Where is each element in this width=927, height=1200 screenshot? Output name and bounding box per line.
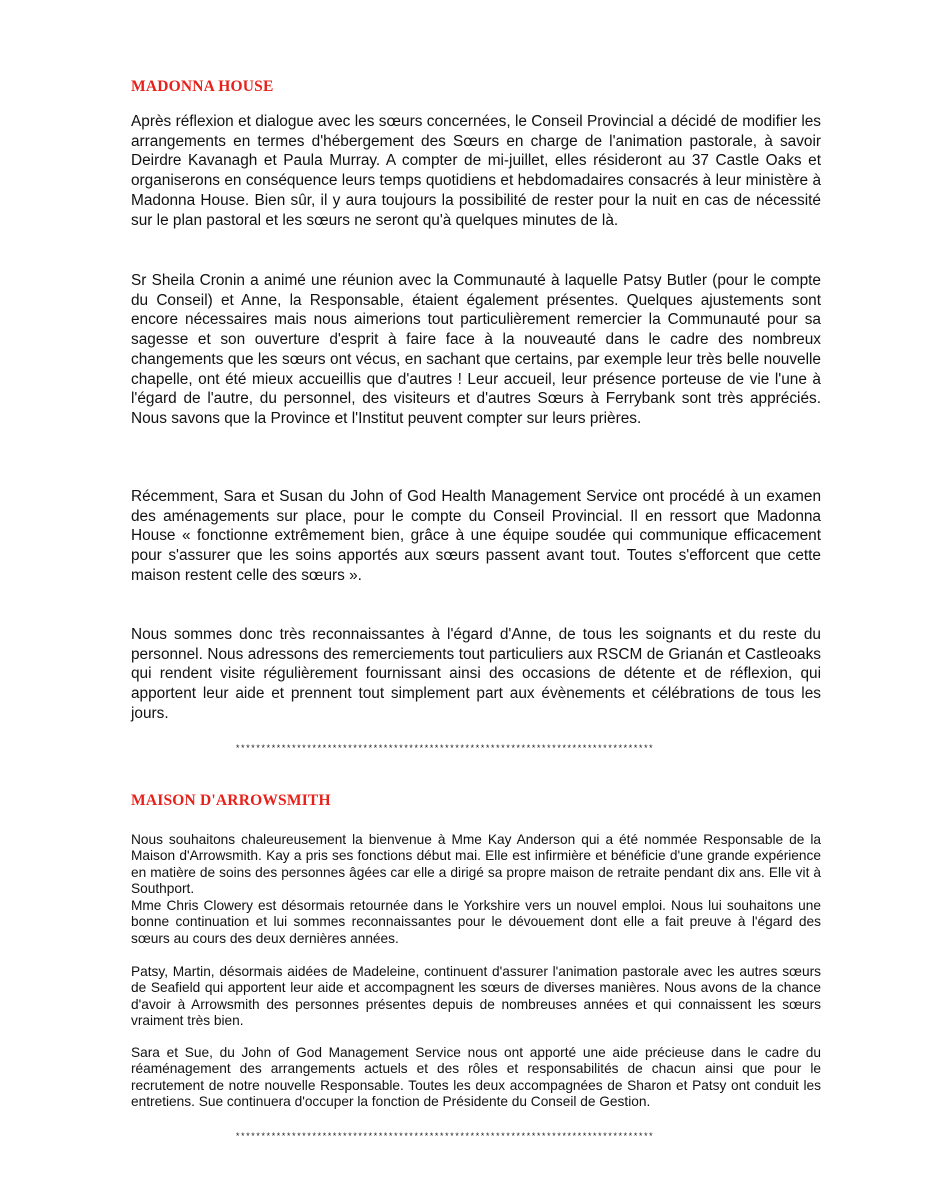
paragraph: Nous sommes donc très reconnaissantes à l'égard d'Anne, de tous les soignants et du reste du personnel. Nous adressons des remerciements tout particuliers aux RSCM de Grianán et Castleoaks qui rendent visite régulièrement fournissant ainsi des occasions de détente et de réflexion, qui apportent leur aide et prennent tout simplement part aux évènements et célébrations de tous les jours. xyxy=(131,626,821,722)
section-title-madonna-house: MADONNA HOUSE xyxy=(131,78,274,95)
paragraph: Patsy, Martin, désormais aidées de Madeleine, continuent d'assurer l'animation pastorale avec les autres sœurs de Seafield qui apportent leur aide et accompagnent les sœurs de diverses manières. Nous avons de la chance d'avoir à Arrowsmith des personnes présentes depuis de nombreuses années et qui connaissent les sœurs vraiment très bien. xyxy=(131,964,821,1029)
paragraph: Nous souhaitons chaleureusement la bienvenue à Mme Kay Anderson qui a été nommée Responsable de la Maison d'Arrowsmith. Kay a pris ses fonctions début mai. Elle est infirmière et bénéficie d'une grande expérience en matière de soins des personnes âgées car elle a dirigé sa propre maison de retraite pendant dix ans. Elle vit à Southport. xyxy=(131,832,821,897)
separator: ********************************************************************************** xyxy=(235,744,654,754)
separator: ********************************************************************************** xyxy=(235,1132,654,1142)
paragraph: Sr Sheila Cronin a animé une réunion avec la Communauté à laquelle Patsy Butler (pour le compte du Conseil) et Anne, la Responsable, étaient également présentes. Quelques ajustements sont encore nécessaires mais nous aimerions tout particulièrement remercier la Communauté pour sa sagesse et son ouverture d'esprit à faire face à la nouveauté dans le cadre des nombreux changements que les sœurs ont vécus, en sachant que certains, par exemple leur très belle nouvelle chapelle, ont été mieux accueillis que d'autres ! Leur accueil, leur présence porteuse de vie l'une à l'égard de l'autre, du personnel, des visiteurs et d'autres Sœurs à Ferrybank sont très appréciés. Nous savons que la Province et l'Institut peuvent compter sur leurs prières. xyxy=(131,272,821,427)
paragraph: Récemment, Sara et Susan du John of God Health Management Service ont procédé à un examen des aménagements sur place, pour le compte du Conseil Provincial. Il en ressort que Madonna House « fonctionne extrêmement bien, grâce à une équipe soudée qui communique efficacement pour s'assurer que les soins apportés aux sœurs passent avant tout. Toutes s'efforcent que cette maison restent celle des sœurs ». xyxy=(131,488,821,584)
paragraph: Mme Chris Clowery est désormais retournée dans le Yorkshire vers un nouvel emploi. Nous lui souhaitons une bonne continuation et lui sommes reconnaissantes pour le dévouement dont elle a fait preuve à l'égard des sœurs au cours des deux dernières années. xyxy=(131,898,821,946)
paragraph: Après réflexion et dialogue avec les sœurs concernées, le Conseil Provincial a décidé de modifier les arrangements en termes d'hébergement des Sœurs en charge de l'animation pastorale, à savoir Deirdre Kavanagh et Paula Murray. A compter de mi-juillet, elles résideront au 37 Castle Oaks et organiserons en conséquence leurs temps quotidiens et hebdomadaires consacrés à leur ministère à Madonna House. Bien sûr, il y aura toujours la possibilité de rester pour la nuit en cas de nécessité sur le plan pastoral et les sœurs ne seront qu'à quelques minutes de là. xyxy=(131,113,821,229)
paragraph: Sara et Sue, du John of God Management Service nous ont apporté une aide précieuse dans le cadre du réaménagement des arrangements actuels et des rôles et responsabilités de chacun ainsi que pour le recrutement de notre nouvelle Responsable. Toutes les deux accompagnées de Sharon et Patsy ont conduit les entretiens. Sue continuera d'occuper la fonction de Présidente du Conseil de Gestion. xyxy=(131,1045,821,1110)
section-title-maison-arrowsmith: MAISON D'ARROWSMITH xyxy=(131,792,331,809)
